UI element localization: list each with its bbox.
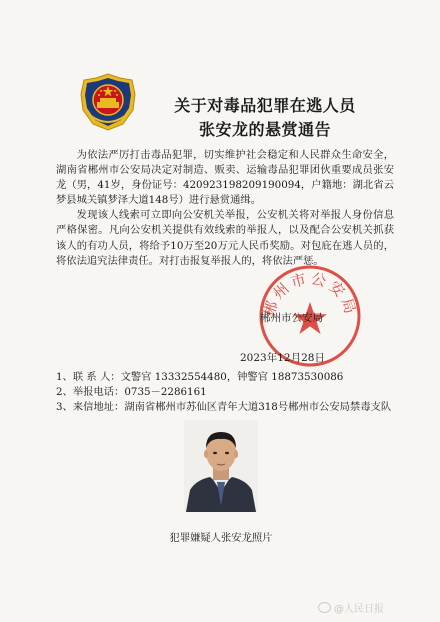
contact-info — [56, 370, 396, 416]
mail-address-row — [56, 400, 396, 415]
suspect-photo — [184, 420, 258, 512]
photo-caption: 犯罪嫌疑人张安龙照片 — [169, 532, 273, 544]
report-phone-row — [56, 385, 396, 400]
contact-person-label: 1、联 系 人： — [56, 371, 121, 383]
police-emblem-icon — [79, 72, 137, 132]
contact-person-row — [56, 370, 396, 385]
notice-body — [56, 148, 394, 269]
report-phone-label: 2、举报电话： — [56, 386, 125, 399]
watermark-text: @人民日报 — [334, 604, 384, 615]
weibo-icon — [318, 602, 331, 613]
signature-date: 2023年12月28日 — [240, 352, 325, 364]
mail-address-value: 湖南省郴州市苏仙区青年大道318号郴州市公安局禁毒支队 — [124, 401, 392, 414]
title-line-1: 关于对毒品犯罪在逃人员 — [174, 96, 356, 115]
seal-text: 郴州市公安局 — [259, 269, 361, 319]
mail-address-label: 3、来信地址： — [56, 401, 125, 414]
report-phone-value: 0735－2286161 — [124, 386, 207, 399]
notice-title — [150, 94, 380, 142]
signature-org: 郴州市公安局 — [260, 312, 323, 324]
suspect-portrait-image — [184, 420, 258, 512]
contact-person-value: 文警官 13332554480，钟警官 18873530086 — [120, 371, 344, 383]
title-line-2: 张安龙的悬赏通告 — [198, 120, 331, 139]
source-watermark — [318, 600, 384, 615]
body-paragraph-1: 为依法严厉打击毒品犯罪，切实维护社会稳定和人民群众生命安全，湖南省郴州市公安局决定对制造、贩卖、运输毒品犯罪团伙重要成员张安龙（男，41岁，身份证号：420923198209190094，户籍地：湖北省云梦县城关镇梦泽大道148号）进行悬赏通缉。 — [56, 149, 394, 207]
body-paragraph-2: 发现该人线索可立即向公安机关举报，公安机关将对举报人身份信息严格保密。凡向公安机关提供有效线索的举报人，以及配合公安机关抓获该人的有功人员，将给予10万至20万元人民币奖励。对包庇在逃人员的，将依法追究法律责任。对打击报复举报人的，将依法严惩。 — [56, 209, 394, 267]
